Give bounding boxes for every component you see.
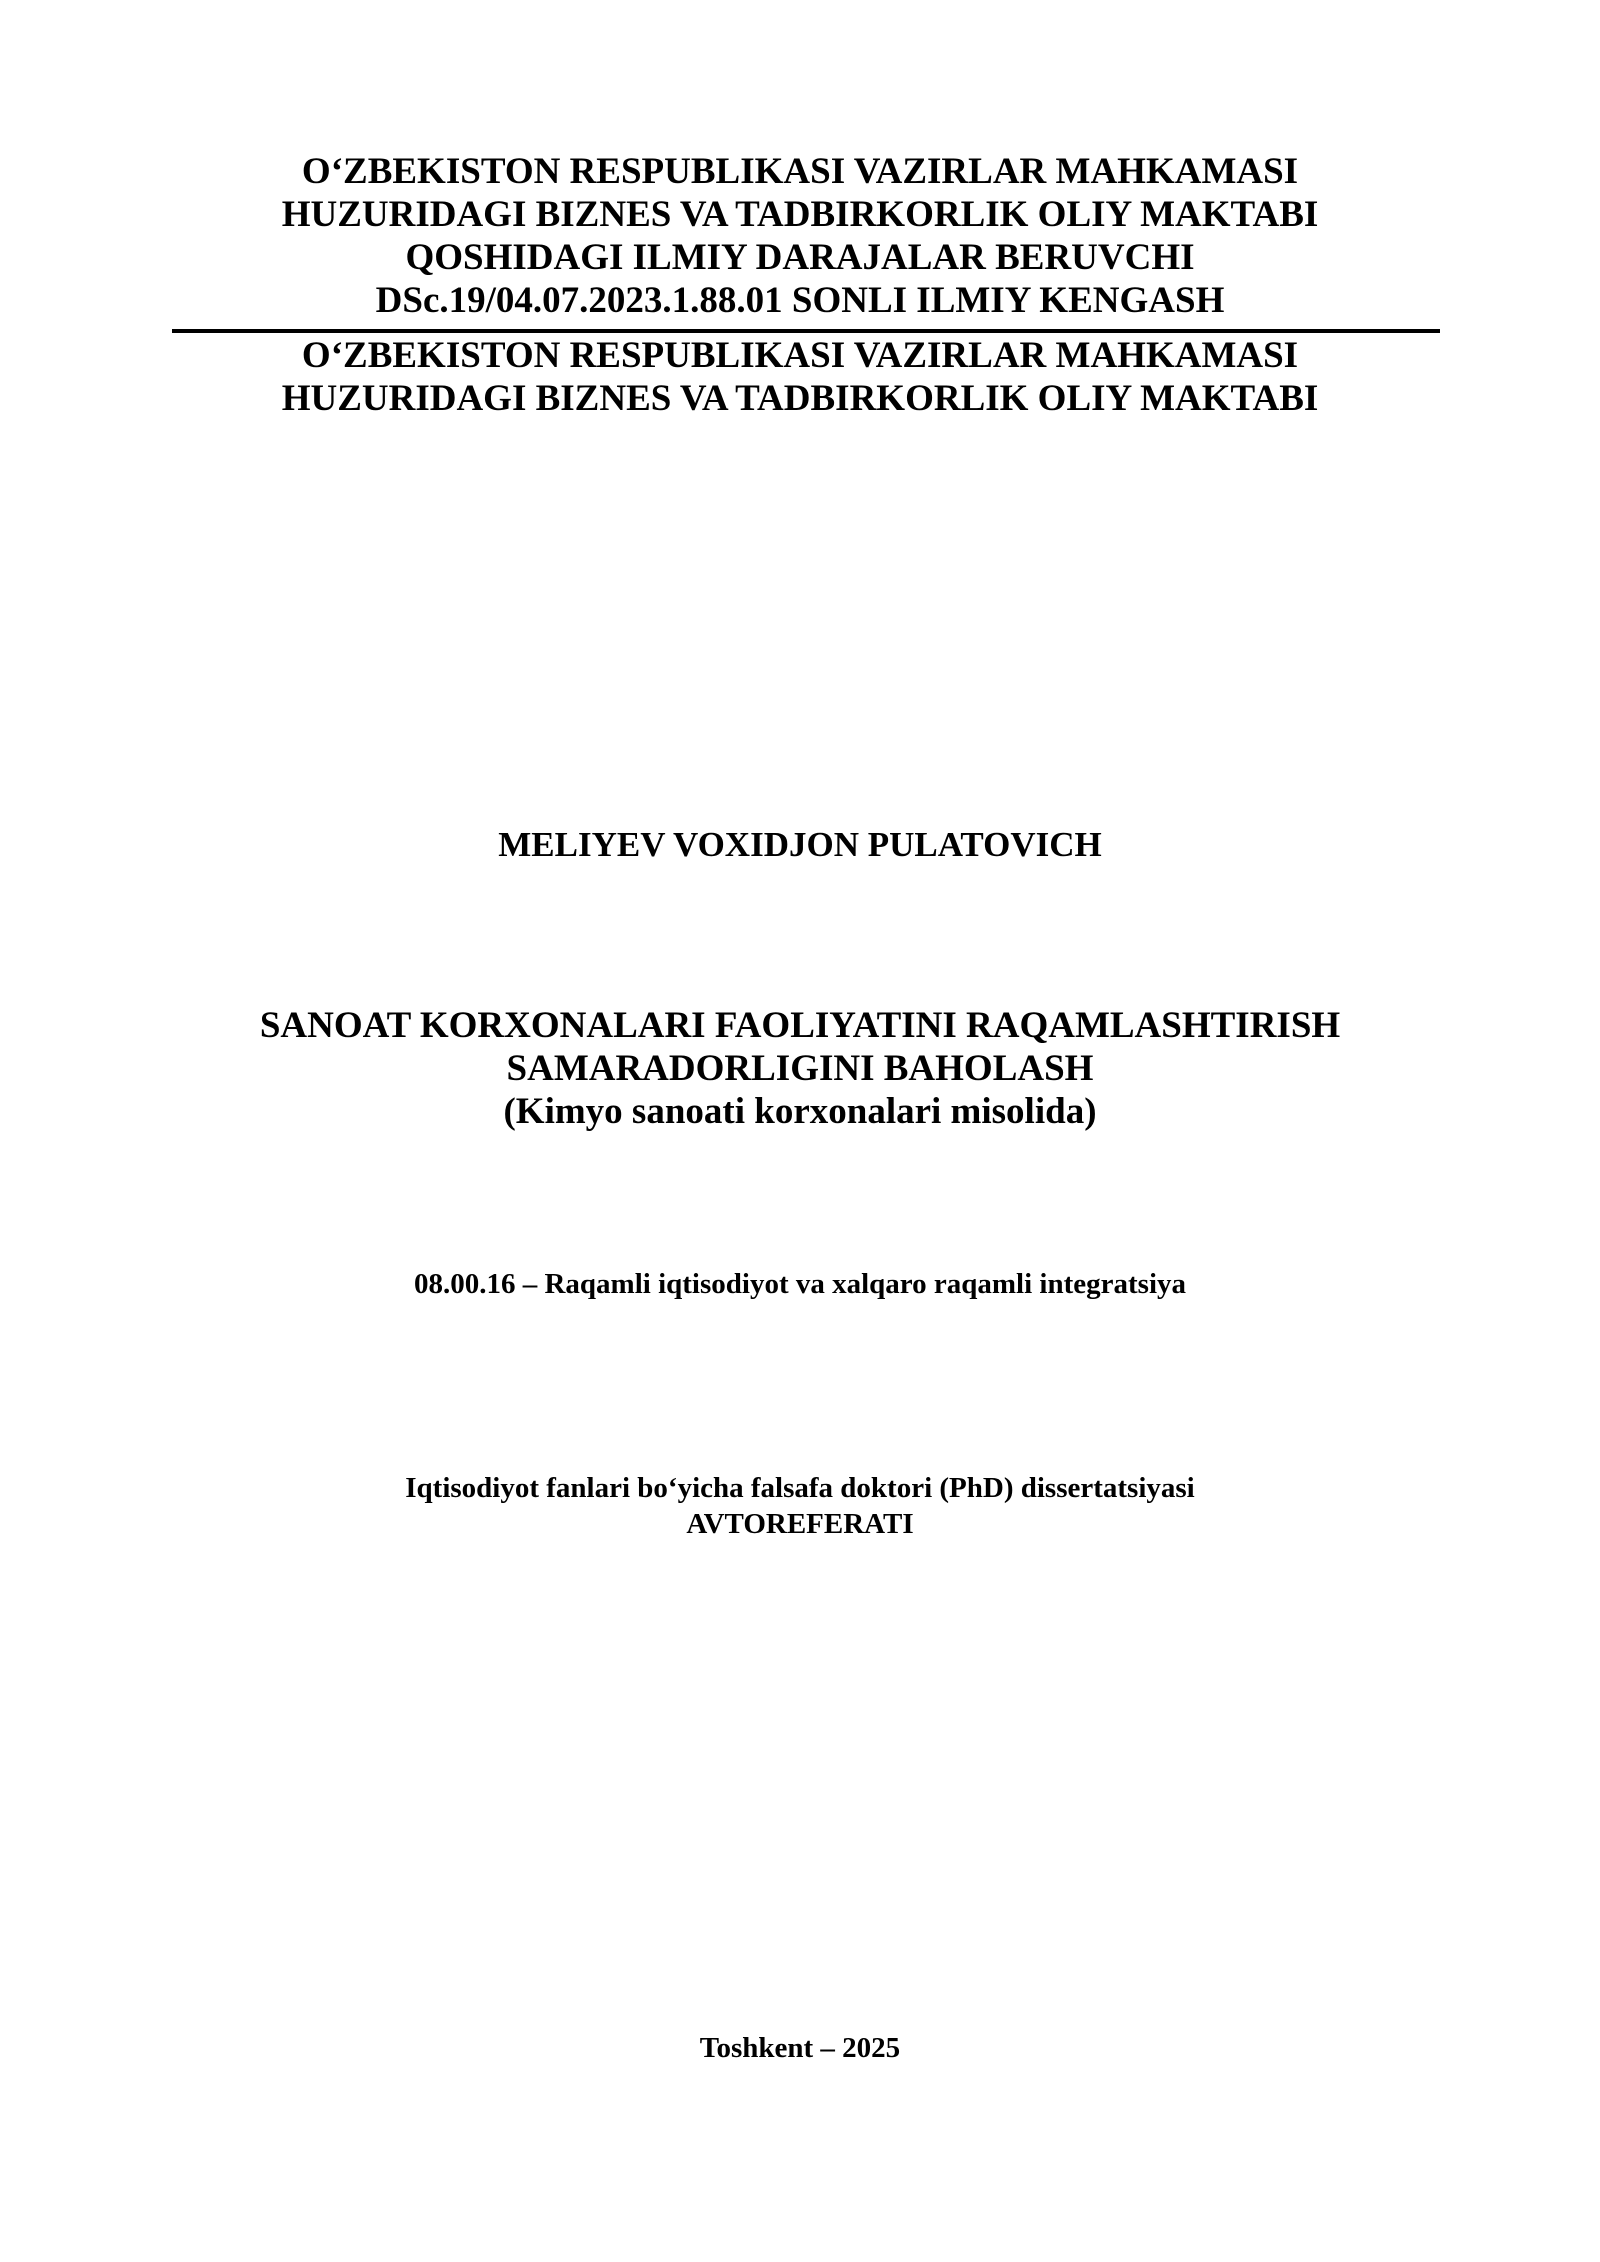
- organization-header: [0, 334, 1600, 420]
- place-and-year-text: Toshkent – 2025: [699, 2032, 901, 2064]
- degree-statement-line: Iqtisodiyot fanlari bo‘yicha falsafa doktori (PhD) dissertatsiyasi: [405, 1472, 1195, 1504]
- degree-document-type: AVTOREFERATI: [686, 1508, 914, 1540]
- dissertation-title: [0, 1004, 1600, 1133]
- author-name-text: MELIYEV VOXIDJON PULATOVICH: [498, 825, 1102, 864]
- place-and-year: [0, 2030, 1600, 2066]
- header-divider: [172, 329, 1440, 333]
- council-header-line: QOSHIDAGI ILMIY DARAJALAR BERUVCHI: [405, 237, 1195, 278]
- council-header-line: O‘ZBEKISTON RESPUBLIKASI VAZIRLAR MAHKAMASI: [301, 151, 1299, 192]
- dissertation-title-line: SANOAT KORXONALARI FAOLIYATINI RAQAMLASHTIRISH: [259, 1005, 1341, 1046]
- council-header-line: DSc.19/04.07.2023.1.88.01 SONLI ILMIY KENGASH: [375, 280, 1225, 321]
- specialty-code: [0, 1266, 1600, 1302]
- dissertation-subtitle: (Kimyo sanoati korxonalari misolida): [503, 1091, 1097, 1132]
- dissertation-title-line: SAMARADORLIGINI BAHOLASH: [506, 1048, 1094, 1089]
- council-header: [0, 150, 1600, 322]
- council-header-line: HUZURIDAGI BIZNES VA TADBIRKORLIK OLIY MAKTABI: [281, 194, 1319, 235]
- organization-header-line: O‘ZBEKISTON RESPUBLIKASI VAZIRLAR MAHKAMASI: [301, 335, 1299, 376]
- specialty-code-text: 08.00.16 – Raqamli iqtisodiyot va xalqaro raqamli integratsiya: [413, 1268, 1186, 1300]
- author-name: [0, 824, 1600, 866]
- degree-statement: [0, 1470, 1600, 1542]
- organization-header-line: HUZURIDAGI BIZNES VA TADBIRKORLIK OLIY MAKTABI: [281, 378, 1319, 419]
